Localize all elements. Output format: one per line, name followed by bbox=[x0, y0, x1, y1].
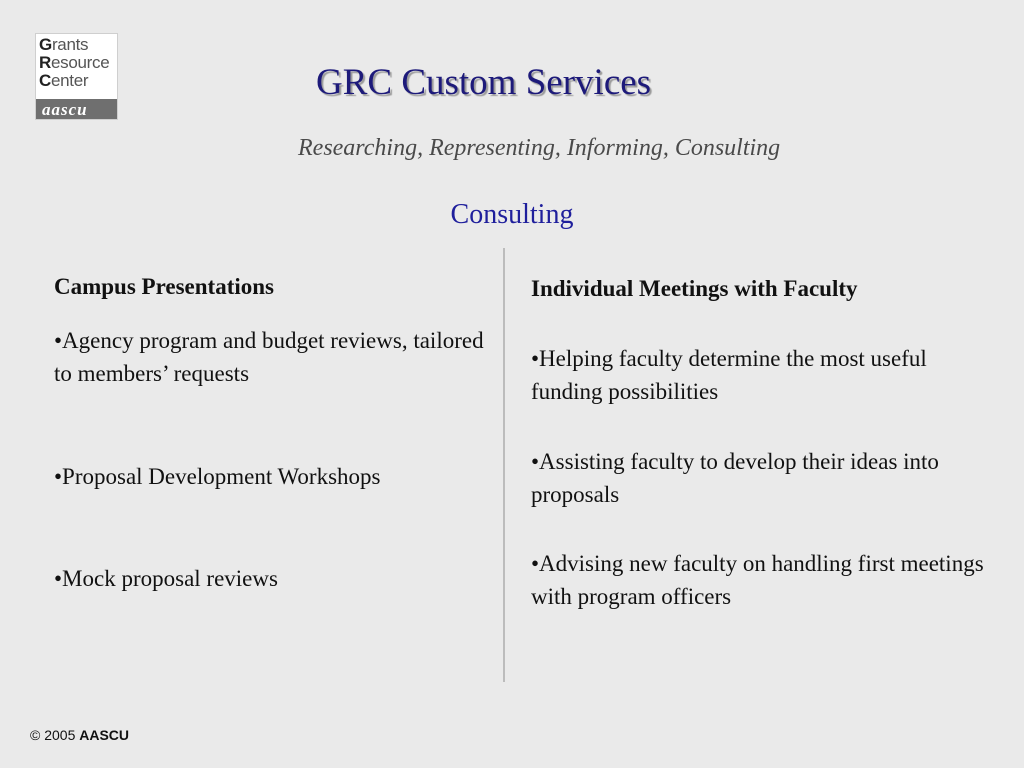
footer-copyright bbox=[30, 727, 129, 743]
right-bullet: •Assisting faculty to develop their ideas into proposals bbox=[531, 449, 939, 507]
right-column-heading: Individual Meetings with Faculty bbox=[531, 276, 858, 301]
grc-logo bbox=[35, 33, 118, 120]
left-bullet: •Proposal Development Workshops bbox=[54, 464, 381, 489]
left-column-heading: Campus Presentations bbox=[54, 274, 275, 299]
logo-line-resource: Resource bbox=[39, 53, 110, 72]
slide-subtitle: Researching, Representing, Informing, Consulting bbox=[298, 135, 781, 161]
copyright-text: © 2005 bbox=[30, 727, 76, 743]
logo-line-grants: Grants bbox=[39, 35, 89, 54]
left-bullet: •Agency program and budget reviews, tailored to members’ requests bbox=[54, 328, 484, 386]
slide-title: GRC Custom Services bbox=[316, 62, 652, 103]
footer-org: AASCU bbox=[79, 727, 130, 743]
left-bullet: •Mock proposal reviews bbox=[54, 566, 278, 591]
column-divider bbox=[503, 248, 505, 682]
right-bullet: •Helping faculty determine the most useful funding possibilities bbox=[531, 346, 927, 404]
logo-aascu-band bbox=[36, 99, 117, 119]
logo-line-center: Center bbox=[39, 71, 89, 90]
right-bullet: •Advising new faculty on handling first meetings with program officers bbox=[531, 551, 984, 609]
section-title: Consulting bbox=[450, 199, 574, 230]
logo-aascu-text: aascu bbox=[42, 100, 88, 119]
